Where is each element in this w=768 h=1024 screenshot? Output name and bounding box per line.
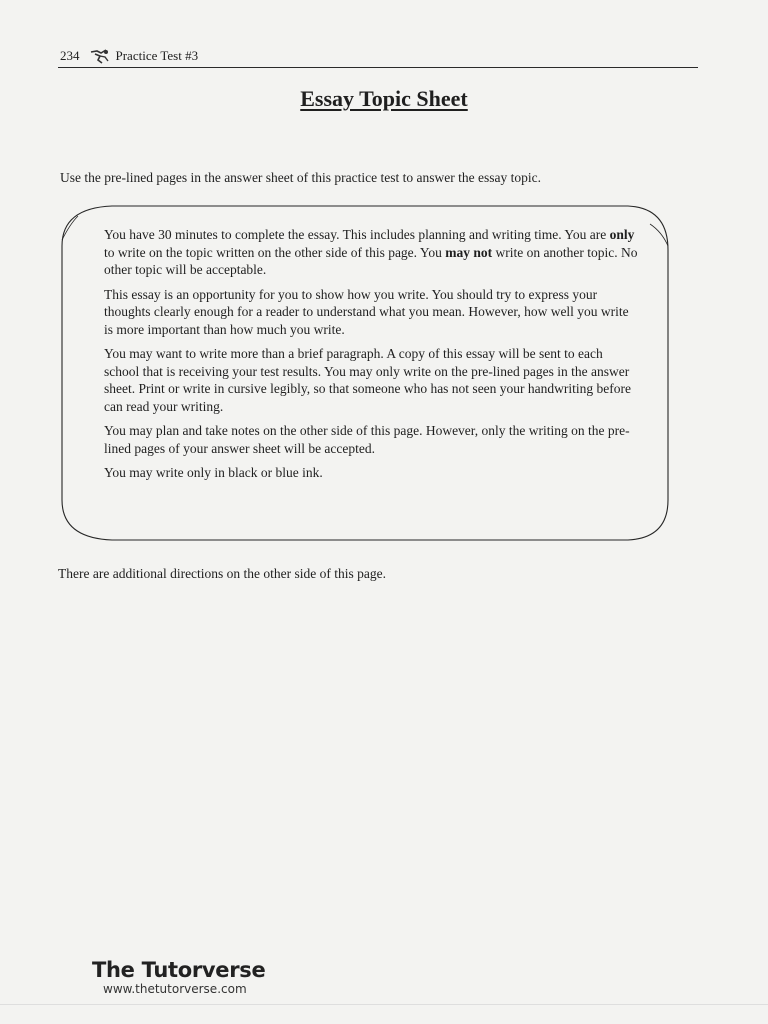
page-title: Essay Topic Sheet	[300, 86, 468, 111]
intro-text: Use the pre-lined pages in the answer sheet of this practice test to answer the essay topic.	[60, 170, 541, 185]
page-number: 234	[60, 48, 80, 63]
closing-note: There are additional directions on the other side of this page.	[58, 566, 387, 581]
brand-footer	[92, 958, 265, 996]
instruction-paragraph: You may plan and take notes on the other side of this page. However, only the writing on the pre-lined pages of your answer sheet will be accepted.	[104, 423, 630, 456]
instruction-paragraph: You may want to write more than a brief paragraph. A copy of this essay will be sent to each school that is receiving your test results. You may only write on the pre-lined pages in the answer sheet. Print or write in cursive legibly, so that someone who has not seen your handwriting before can read your writing.	[104, 346, 632, 414]
brand-logo: The Tutorverse	[92, 958, 266, 982]
instruction-paragraph: You have 30 minutes to complete the essay. This includes planning and writing time. You are only to write on the topic written on the other side of this page. You may not write on another topic. No other topic will be acceptable.	[104, 227, 638, 277]
section-label: Practice Test #3	[115, 48, 199, 63]
bottom-rule	[0, 1004, 768, 1005]
instruction-paragraph: This essay is an opportunity for you to show how you write. You should try to express your thoughts clearly enough for a reader to understand what you mean. However, how well you write is more important than how much you write.	[104, 286, 629, 337]
brand-url: www.thetutorverse.com	[103, 982, 247, 996]
instructions-box	[104, 226, 639, 489]
instruction-paragraph: You may write only in black or blue ink.	[104, 465, 323, 480]
